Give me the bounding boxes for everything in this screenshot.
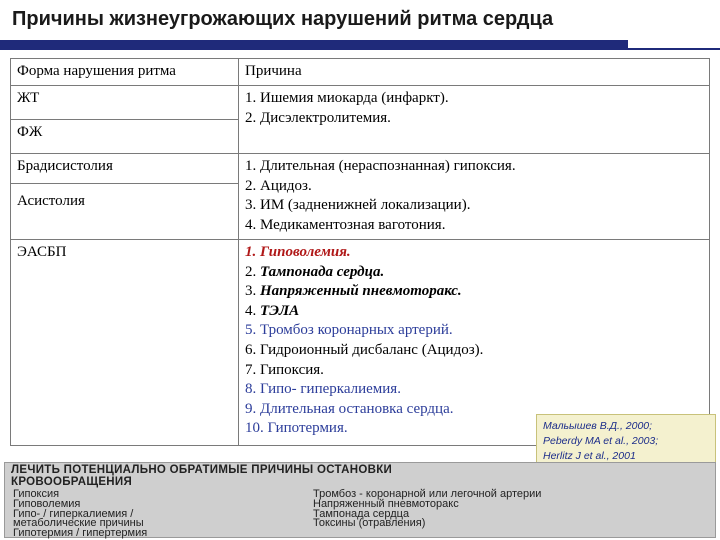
cause-cell bbox=[239, 154, 710, 240]
header-cause: Причина bbox=[239, 59, 710, 86]
reference-line: Herlitz J et al., 2001 bbox=[543, 450, 636, 462]
cause-line: 4. ТЭЛА bbox=[245, 302, 300, 319]
title-underline-bar bbox=[0, 40, 628, 48]
cause-cell bbox=[239, 86, 710, 154]
list-item: Гипотермия / гипертермия bbox=[13, 527, 148, 540]
list-item: Напряженный пневмоторакс bbox=[313, 497, 459, 510]
cause-line: 1. Гиповолемия. bbox=[245, 244, 351, 260]
list-item: метаболические причины bbox=[13, 517, 144, 530]
cause-line: 4. Медикаментозная ваготония. bbox=[245, 216, 446, 233]
list-item: Токсины (отравления) bbox=[313, 517, 426, 530]
header-form: Форма нарушения ритма bbox=[11, 59, 239, 86]
form-cell: Асистолия bbox=[11, 184, 239, 240]
cause-line: 2. Дисэлектролитемия. bbox=[245, 109, 391, 126]
cause-line: 3. Напряженный пневмоторакс. bbox=[245, 283, 462, 300]
title-underline-rule bbox=[0, 48, 720, 50]
form-cell: ФЖ bbox=[11, 120, 239, 154]
list-item: Гипоксия bbox=[13, 488, 60, 500]
table-header-row bbox=[11, 59, 710, 86]
cause-line: 5. Тромбоз коронарных артерий. bbox=[245, 322, 453, 339]
table-row bbox=[11, 154, 710, 184]
panel-left-list bbox=[13, 490, 303, 539]
reference-line: Мальышев В.Д., 2000; bbox=[543, 420, 653, 432]
cause-line: 1. Длительная (нераспознанная) гипоксия. bbox=[245, 158, 516, 174]
arrhythmia-causes-table bbox=[10, 58, 710, 446]
form-cell: Брадисистолия bbox=[11, 154, 239, 184]
cause-line: 8. Гипо- гиперкалиемия. bbox=[245, 381, 401, 398]
list-item: Тампонада сердца bbox=[313, 507, 410, 520]
panel-right-list bbox=[313, 490, 713, 529]
panel-heading: ЛЕЧИТЬ ПОТЕНЦИАЛЬНО ОБРАТИМЫЕ ПРИЧИНЫ ОСТАНОВКИ КРОВООБРАЩЕНИЯ bbox=[11, 464, 393, 488]
cause-line: 9. Длительная остановка сердца. bbox=[245, 400, 454, 417]
references-box bbox=[536, 414, 716, 466]
cause-line: 6. Гидроионный дисбаланс (Ацидоз). bbox=[245, 341, 484, 358]
cause-line: 1. Ишемия миокарда (инфаркт). bbox=[245, 90, 449, 106]
cause-line: 7. Гипоксия. bbox=[245, 361, 324, 378]
cause-line: 2. Тампонада сердца. bbox=[245, 263, 385, 280]
list-item: Гиповолемия bbox=[13, 497, 81, 510]
list-item: Гипо- / гиперкалиемия / bbox=[13, 507, 134, 520]
reference-line: Peberdy MA et al., 2003; bbox=[543, 435, 659, 447]
cause-line: 10. Гипотермия. bbox=[245, 420, 348, 437]
reversible-causes-panel bbox=[4, 462, 716, 538]
cause-line: 3. ИМ (задненижней локализации). bbox=[245, 197, 471, 214]
list-item: Тромбоз - коронарной или легочной артерии bbox=[313, 488, 542, 500]
cause-line: 2. Ацидоз. bbox=[245, 177, 312, 194]
table-row bbox=[11, 86, 710, 120]
form-cell: ЖТ bbox=[11, 86, 239, 120]
slide-title: Причины жизнеугрожающих нарушений ритма сердца bbox=[12, 8, 554, 30]
form-cell: ЭАСБП bbox=[11, 240, 239, 446]
